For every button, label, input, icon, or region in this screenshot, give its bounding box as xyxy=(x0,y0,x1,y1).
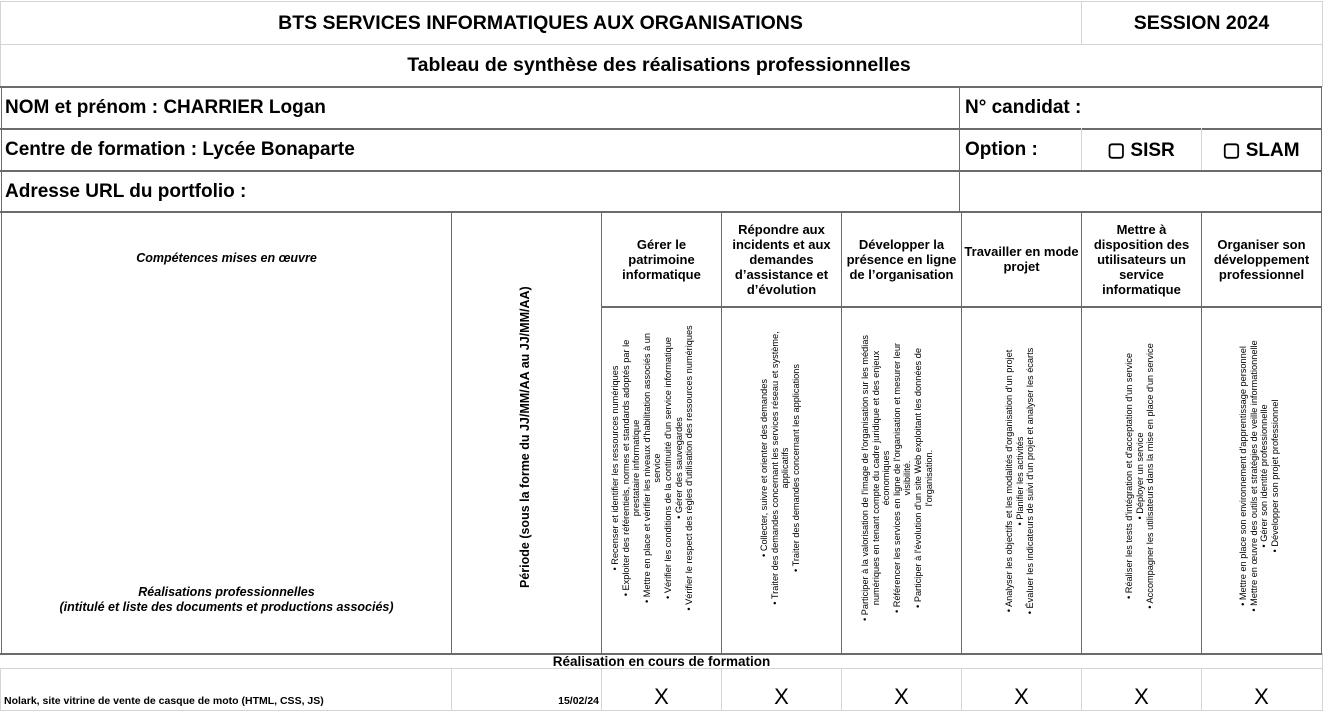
candidate-name: NOM et prénom : CHARRIER Logan xyxy=(5,97,326,118)
competence-item: • Développer son projet professionnel xyxy=(1269,399,1280,553)
competence-title-mode-projet: Travailler en mode projet xyxy=(964,244,1079,274)
mark-mise-a-disposition[interactable]: X xyxy=(1134,684,1149,709)
competence-item: l'organisation. xyxy=(923,449,934,507)
border-col-period xyxy=(451,211,452,654)
competence-item: • Gérer des sauvegardes xyxy=(673,417,684,519)
competence-item: • Participer à la valorisation de l'image de l'organisation sur les médias xyxy=(860,334,870,622)
document-subtitle: Tableau de synthèse des réalisations professionnelles xyxy=(407,54,911,76)
competence-item: • Traiter des demandes concernant les applications xyxy=(790,364,801,573)
competence-title-mise-a-disposition: Mettre à disposition des utilisateurs un service informatique xyxy=(1093,222,1190,297)
competence-item: numériques en tenant compte du cadre juridique et des enjeux xyxy=(870,350,881,606)
realisations-label: Réalisations professionnelles xyxy=(138,585,315,599)
mark-presence-en-ligne[interactable]: X xyxy=(894,684,909,709)
competence-item: applicatifs xyxy=(780,447,791,489)
competence-items-patrimoine xyxy=(610,308,695,628)
competence-item: • Accompagner les utilisateurs dans la mise en place d'un service xyxy=(1145,343,1156,609)
competence-title-developpement-pro: Organiser son développement professionnel xyxy=(1213,237,1310,282)
realisations-sublabel: (intitulé et liste des documents et productions associés) xyxy=(59,600,394,614)
table-row-realisation[interactable]: Nolark, site vitrine de vente de casque de moto (HTML, CSS, JS) xyxy=(4,695,324,707)
competence-item: • Référencer les services en ligne de l'organisation et mesurer leur xyxy=(891,343,902,614)
competence-item: • Vérifier les conditions de la continuité d'un service informatique xyxy=(662,337,673,599)
competence-item: • Évaluer les indicateurs de suivi d'un projet et analyser les écarts xyxy=(1025,347,1036,615)
competence-items-incidents xyxy=(759,308,801,628)
competence-item: • Exploiter des référentiels, normes et standards adoptés par le xyxy=(620,339,631,597)
competence-item: • Vérifier le respect des règles d'utilisation des ressources numériques xyxy=(684,325,695,611)
competence-items-mode-projet xyxy=(1004,326,1036,636)
mark-developpement-pro[interactable]: X xyxy=(1254,684,1269,709)
mark-patrimoine[interactable]: X xyxy=(654,684,669,709)
competences-label: Compétences mises en œuvre xyxy=(136,251,317,265)
competence-item: • Gérer son identité professionnelle xyxy=(1259,404,1270,548)
competence-item: • Mettre en place et vérifier les niveaux d'habilitation associés à un xyxy=(641,332,652,604)
competence-item: • Traiter des demandes concernant les services réseau et système, xyxy=(769,331,780,605)
competence-title-presence-en-ligne: Développer la présence en ligne de l’organisation xyxy=(846,237,957,282)
border-candidate-split xyxy=(959,86,960,212)
competence-item: visibilité. xyxy=(902,460,913,496)
section-label-en-cours: Réalisation en cours de formation xyxy=(552,655,771,669)
competence-items-mise-a-disposition xyxy=(1124,326,1156,626)
option-slam-checkbox[interactable]: ▢ SLAM xyxy=(1222,139,1300,161)
portfolio-url-label: Adresse URL du portfolio : xyxy=(5,180,247,202)
competence-item: • Mettre en place son environnement d'apprentissage personnel xyxy=(1238,346,1248,606)
competence-item: • Planifier les activités xyxy=(1014,436,1025,526)
competence-item: • Mettre en œuvre des outils et stratégies de veille informationnelle xyxy=(1248,340,1259,612)
document-title: BTS SERVICES INFORMATIQUES AUX ORGANISATIONS xyxy=(278,11,803,34)
competence-item: • Analyser les objectifs et les modalités d'organisation d'un projet xyxy=(1004,349,1014,613)
grid-row-left xyxy=(0,668,1,711)
competence-item: • Participer à l'évolution d'un site Web exploitant les données de xyxy=(912,348,923,608)
training-center: Centre de formation : Lycée Bonaparte xyxy=(5,139,355,160)
competence-item: prestataire informatique xyxy=(631,419,642,517)
table-row-period[interactable]: 15/02/24 xyxy=(558,695,599,707)
competence-item: • Collecter, suivre et orienter des demandes xyxy=(759,379,769,557)
competence-item: • Déployer un service xyxy=(1134,432,1145,520)
competence-title-patrimoine: Gérer le patrimoine informatique xyxy=(622,237,701,282)
realisations-label-block xyxy=(2,585,451,615)
competence-title-incidents: Répondre aux incidents et aux demandes d’assistance et d’évolution xyxy=(732,222,831,297)
mark-incidents[interactable]: X xyxy=(774,684,789,709)
competence-item: économiques xyxy=(881,450,892,506)
border-left xyxy=(1,86,2,654)
competence-items-developpement-pro xyxy=(1238,316,1280,636)
option-label: Option : xyxy=(965,139,1038,160)
competence-item: • Réaliser les tests d'intégration et d'acceptation d'un service xyxy=(1124,353,1134,599)
competence-item: service xyxy=(652,453,663,483)
border-right xyxy=(1321,86,1322,654)
session-label: SESSION 2024 xyxy=(1133,11,1270,34)
competence-items-presence-en-ligne xyxy=(860,308,934,648)
competence-item: • Recenser et identifier les ressources numériques xyxy=(610,365,620,571)
option-sisr-checkbox[interactable]: ▢ SISR xyxy=(1107,139,1175,161)
period-label: Période (sous la forme du JJ/MM/AA au JJ/MM/AA) xyxy=(518,286,532,588)
candidate-number-label: N° candidat : xyxy=(965,97,1082,118)
mark-mode-projet[interactable]: X xyxy=(1014,684,1029,709)
